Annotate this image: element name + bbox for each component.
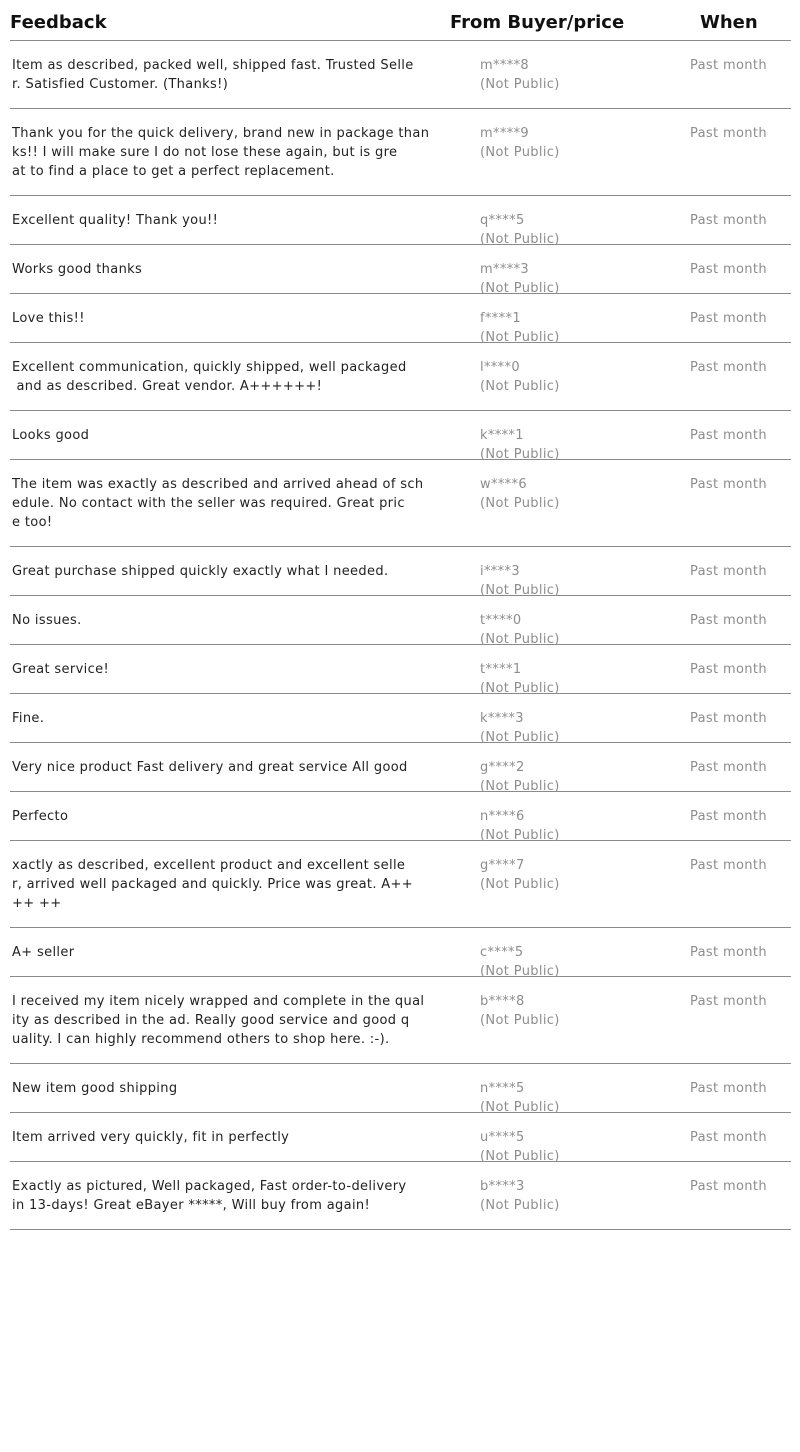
when-cell: Past month — [690, 360, 767, 375]
table-row — [10, 196, 791, 245]
buyer-cell — [480, 260, 560, 298]
table-row — [10, 41, 791, 109]
feedback-text: Thank you for the quick delivery, brand new in package than ks!! I will make sure I do not lose these again, but is gre at to find a place to get a perfect replacement. — [12, 126, 430, 179]
table-row — [10, 792, 791, 841]
buyer-privacy-note: (Not Public) — [480, 779, 560, 794]
when-cell: Past month — [690, 809, 767, 824]
column-header-buyer: From Buyer/price — [450, 12, 625, 33]
buyer-id: b****8 — [480, 994, 525, 1009]
buyer-privacy-note: (Not Public) — [480, 964, 560, 979]
table-row — [10, 460, 791, 547]
when-cell: Past month — [690, 428, 767, 443]
buyer-privacy-note: (Not Public) — [480, 77, 560, 92]
column-header-feedback: Feedback — [10, 12, 107, 33]
buyer-id: f****1 — [480, 311, 521, 326]
feedback-text: No issues. — [12, 613, 82, 628]
feedback-text: Love this!! — [12, 311, 85, 326]
buyer-id: g****2 — [480, 760, 525, 775]
table-row — [10, 977, 791, 1064]
table-row — [10, 928, 791, 977]
feedback-text: New item good shipping — [12, 1081, 178, 1096]
feedback-text: Excellent communication, quickly shipped, well packaged and as described. Great vendor. A++++++! — [12, 360, 407, 394]
when-cell: Past month — [690, 564, 767, 579]
buyer-id: k****3 — [480, 711, 524, 726]
buyer-privacy-note: (Not Public) — [480, 877, 560, 892]
buyer-id: n****6 — [480, 809, 525, 824]
feedback-text: Item as described, packed well, shipped fast. Trusted Selle r. Satisfied Customer. (Thanks!) — [12, 58, 414, 92]
buyer-cell — [480, 211, 560, 249]
buyer-cell — [480, 1177, 560, 1215]
table-row — [10, 294, 791, 343]
feedback-text: Looks good — [12, 428, 90, 443]
when-cell: Past month — [690, 1081, 767, 1096]
when-cell: Past month — [690, 711, 767, 726]
buyer-id: l****0 — [480, 360, 520, 375]
feedback-rows — [10, 41, 791, 1230]
buyer-id: m****8 — [480, 58, 530, 73]
when-cell: Past month — [690, 213, 767, 228]
feedback-text: Exactly as pictured, Well packaged, Fast order-to-delivery in 13-days! Great eBayer *****, Will buy from again! — [12, 1179, 407, 1213]
when-cell: Past month — [690, 126, 767, 141]
buyer-privacy-note: (Not Public) — [480, 330, 560, 345]
feedback-text: I received my item nicely wrapped and complete in the qual ity as described in the ad. Really good service and good q uality. I can highly recommend others to shop here. :-). — [12, 994, 425, 1047]
when-cell: Past month — [690, 994, 767, 1009]
buyer-cell — [480, 1079, 560, 1117]
when-cell: Past month — [690, 1130, 767, 1145]
buyer-cell — [480, 758, 560, 796]
buyer-privacy-note: (Not Public) — [480, 447, 560, 462]
buyer-id: w****6 — [480, 477, 528, 492]
table-row — [10, 743, 791, 792]
buyer-privacy-note: (Not Public) — [480, 379, 560, 394]
buyer-cell — [480, 426, 560, 464]
buyer-cell — [480, 562, 560, 600]
table-row — [10, 596, 791, 645]
buyer-privacy-note: (Not Public) — [480, 1149, 560, 1164]
feedback-text: Fine. — [12, 711, 45, 726]
when-cell: Past month — [690, 311, 767, 326]
buyer-id: u****5 — [480, 1130, 525, 1145]
buyer-privacy-note: (Not Public) — [480, 828, 560, 843]
feedback-text: Great purchase shipped quickly exactly what I needed. — [12, 564, 389, 579]
table-row — [10, 1064, 791, 1113]
feedback-text: Item arrived very quickly, fit in perfectly — [12, 1130, 290, 1145]
buyer-cell — [480, 358, 560, 396]
buyer-id: n****5 — [480, 1081, 525, 1096]
buyer-cell — [480, 856, 560, 894]
buyer-id: k****1 — [480, 428, 524, 443]
when-cell: Past month — [690, 1179, 767, 1194]
buyer-id: c****5 — [480, 945, 524, 960]
table-row — [10, 547, 791, 596]
feedback-text: The item was exactly as described and arrived ahead of sch edule. No contact with the seller was required. Great pric e too! — [12, 477, 424, 530]
buyer-privacy-note: (Not Public) — [480, 145, 560, 160]
feedback-table — [10, 0, 791, 1230]
buyer-id: q****5 — [480, 213, 525, 228]
buyer-id: i****3 — [480, 564, 520, 579]
buyer-id: g****7 — [480, 858, 525, 873]
when-cell: Past month — [690, 262, 767, 277]
buyer-privacy-note: (Not Public) — [480, 730, 560, 745]
buyer-privacy-note: (Not Public) — [480, 583, 560, 598]
feedback-text: Works good thanks — [12, 262, 143, 277]
when-cell: Past month — [690, 662, 767, 677]
feedback-text: Great service! — [12, 662, 110, 677]
table-row — [10, 1113, 791, 1162]
feedback-text: xactly as described, excellent product and excellent selle r, arrived well packaged and quickly. Price was great. A++ ++ ++ — [12, 858, 414, 911]
feedback-text: A+ seller — [12, 945, 75, 960]
when-cell: Past month — [690, 858, 767, 873]
buyer-cell — [480, 992, 560, 1030]
buyer-cell — [480, 56, 560, 94]
buyer-privacy-note: (Not Public) — [480, 632, 560, 647]
buyer-id: m****9 — [480, 126, 530, 141]
table-row — [10, 841, 791, 928]
buyer-id: b****3 — [480, 1179, 525, 1194]
table-row — [10, 109, 791, 196]
column-header-when: When — [700, 12, 758, 33]
table-row — [10, 411, 791, 460]
buyer-id: m****3 — [480, 262, 530, 277]
feedback-text: Very nice product Fast delivery and great service All good — [12, 760, 408, 775]
buyer-privacy-note: (Not Public) — [480, 232, 560, 247]
buyer-cell — [480, 124, 560, 162]
table-row — [10, 694, 791, 743]
buyer-cell — [480, 1128, 560, 1166]
table-row — [10, 1162, 791, 1230]
buyer-privacy-note: (Not Public) — [480, 1198, 560, 1213]
buyer-cell — [480, 943, 560, 981]
buyer-cell — [480, 709, 560, 747]
when-cell: Past month — [690, 477, 767, 492]
buyer-privacy-note: (Not Public) — [480, 281, 560, 296]
buyer-cell — [480, 309, 560, 347]
buyer-cell — [480, 611, 560, 649]
table-row — [10, 645, 791, 694]
buyer-privacy-note: (Not Public) — [480, 496, 560, 511]
when-cell: Past month — [690, 613, 767, 628]
buyer-privacy-note: (Not Public) — [480, 1100, 560, 1115]
feedback-text: Excellent quality! Thank you!! — [12, 213, 219, 228]
when-cell: Past month — [690, 58, 767, 73]
buyer-cell — [480, 807, 560, 845]
buyer-privacy-note: (Not Public) — [480, 1013, 560, 1028]
when-cell: Past month — [690, 760, 767, 775]
buyer-privacy-note: (Not Public) — [480, 681, 560, 696]
buyer-cell — [480, 660, 560, 698]
table-header — [10, 0, 791, 41]
table-row — [10, 245, 791, 294]
when-cell: Past month — [690, 945, 767, 960]
buyer-id: t****0 — [480, 613, 522, 628]
buyer-cell — [480, 475, 560, 513]
feedback-text: Perfecto — [12, 809, 69, 824]
table-row — [10, 343, 791, 411]
buyer-id: t****1 — [480, 662, 522, 677]
